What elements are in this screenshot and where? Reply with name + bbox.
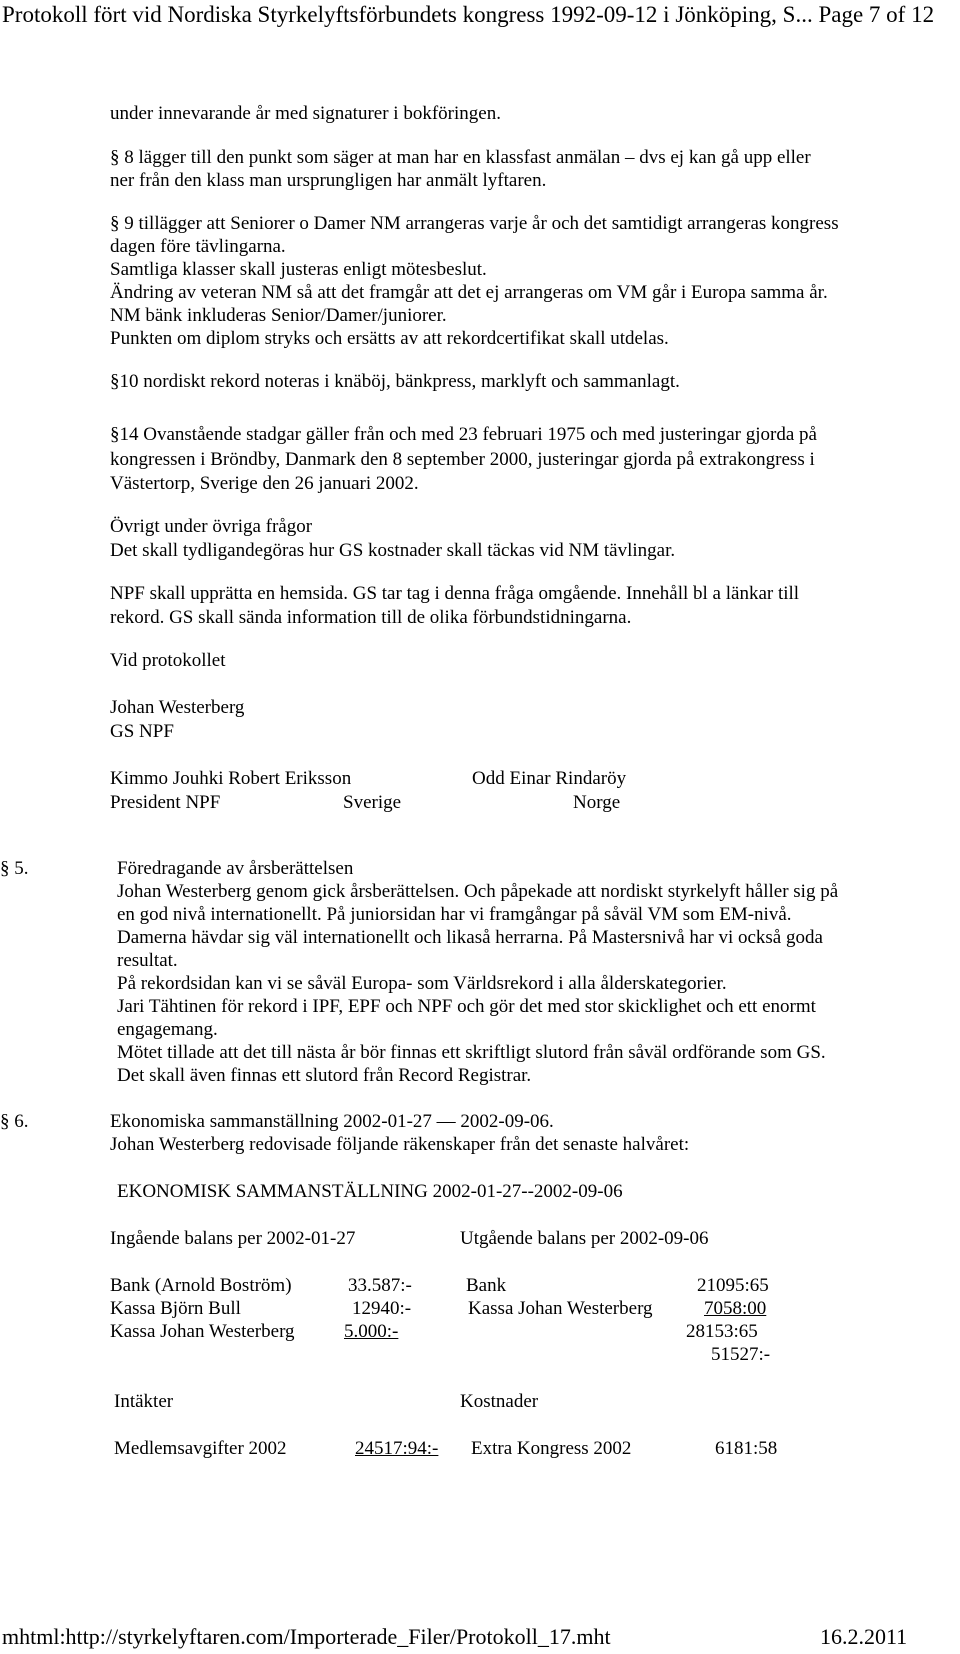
paragraph-line: Jari Tähtinen för rekord i IPF, EPF och NPF och gör det med stor skicklighet och ett enormt bbox=[117, 996, 816, 1017]
ledger-value: 33.587:- bbox=[348, 1275, 412, 1296]
paragraph-line: dagen före tävlingarna. bbox=[110, 236, 286, 257]
paragraph-line: ner från den klass man ursprungligen har anmält lyftaren. bbox=[110, 170, 547, 191]
paragraph-line: § 8 lägger till den punkt som säger at man har en klassfast anmälan – dvs ej kan gå upp eller bbox=[110, 147, 811, 168]
signature-title-mid: Sverige bbox=[343, 792, 402, 813]
paragraph-line: engagemang. bbox=[117, 1019, 218, 1040]
ledger-value: 5.000:- bbox=[344, 1321, 399, 1342]
page-header: Protokoll fört vid Nordiska Styrkelyftsförbundets kongress 1992-09-12 i Jönköping, S... Page 7 of 12 bbox=[2, 2, 935, 27]
income-header: Intäkter bbox=[114, 1391, 174, 1412]
paragraph-line: Johan Westerberg redovisade följande räkenskaper från det senaste halvåret: bbox=[110, 1134, 690, 1155]
summary-title: EKONOMISK SAMMANSTÄLLNING 2002-01-27--2002-09-06 bbox=[117, 1181, 623, 1202]
cost-label: Extra Kongress 2002 bbox=[471, 1438, 632, 1459]
ledger-label: Bank (Arnold Boström) bbox=[110, 1275, 292, 1296]
ledger-label: Kassa Johan Westerberg bbox=[468, 1298, 653, 1319]
paragraph-line: Ändring av veteran NM så att det framgår att det ej arrangeras om VM går i Europa samma år. bbox=[110, 282, 828, 303]
signature-title-left: President NPF bbox=[110, 792, 221, 813]
paragraph-line: Punkten om diplom stryks och ersätts av att rekordcertifikat skall utdelas. bbox=[110, 328, 669, 349]
paragraph-line: kongressen i Bröndby, Danmark den 8 september 2000, justeringar gjorda på extrakongress i bbox=[110, 449, 815, 470]
paragraph-line: Övrigt under övriga frågor bbox=[110, 516, 313, 537]
ledger-value: 21095:65 bbox=[697, 1275, 769, 1296]
paragraph-line: rekord. GS skall sända information till de olika förbundstidningarna. bbox=[110, 607, 632, 628]
secretary-name: Johan Westerberg bbox=[110, 697, 245, 718]
ledger-value: 12940:- bbox=[352, 1298, 412, 1319]
page-footer-date: 16.2.2011 bbox=[820, 1624, 908, 1649]
signature-name-right: Odd Einar Rindaröy bbox=[472, 768, 627, 789]
paragraph-line: NPF skall upprätta en hemsida. GS tar tag i denna fråga omgående. Innehåll bl a länkar till bbox=[110, 583, 800, 604]
paragraph-line: Damerna hävdar sig väl internationellt och likaså herrarna. På Mastersnivå har vi också goda bbox=[117, 927, 823, 948]
paragraph-line: På rekordsidan kan vi se såväl Europa- som Världsrekord i alla ålderskategorier. bbox=[117, 973, 727, 994]
paragraph-line: Mötet tillade att det till nästa år bör finnas ett skriftligt slutord från såväl ordförande som GS. bbox=[117, 1042, 826, 1063]
signature-names: Kimmo Jouhki Robert Eriksson bbox=[110, 768, 352, 789]
paragraph-line: §10 nordiskt rekord noteras i knäböj, bänkpress, marklyft och sammanlagt. bbox=[110, 371, 680, 392]
paragraph-line: resultat. bbox=[117, 950, 178, 971]
paragraph-line: Det skall även finnas ett slutord från Record Registrar. bbox=[117, 1065, 532, 1086]
paragraph-line: under innevarande år med signaturer i bokföringen. bbox=[110, 103, 501, 124]
ledger-label: Kassa Björn Bull bbox=[110, 1298, 241, 1319]
section-heading: Ekonomiska sammanställning 2002-01-27 — 2002-09-06. bbox=[110, 1111, 554, 1132]
income-label: Medlemsavgifter 2002 bbox=[114, 1438, 287, 1459]
ledger-total: 51527:- bbox=[711, 1344, 771, 1365]
paragraph-line: NM bänk inkluderas Senior/Damer/juniorer. bbox=[110, 305, 447, 326]
closing-balance-header: Utgående balans per 2002-09-06 bbox=[460, 1228, 709, 1249]
cost-header: Kostnader bbox=[460, 1391, 539, 1412]
paragraph-line: Västertorp, Sverige den 26 januari 2002. bbox=[110, 473, 419, 494]
paragraph-line: en god nivå internationellt. På juniorsidan har vi framgångar på såväl VM som EM-nivå. bbox=[117, 904, 792, 925]
ledger-value: 7058:00 bbox=[704, 1298, 767, 1319]
paragraph-line: § 9 tillägger att Seniorer o Damer NM arrangeras varje år och det samtidigt arrangeras kongress bbox=[110, 213, 839, 234]
income-value: 24517:94:- bbox=[355, 1438, 439, 1459]
section-marker: § 6. bbox=[0, 1111, 29, 1132]
section-marker: § 5. bbox=[0, 858, 29, 879]
paragraph-line: Johan Westerberg genom gick årsberättelsen. Och påpekade att nordiskt styrkelyft håller sig på bbox=[117, 881, 839, 902]
ledger-label: Bank bbox=[466, 1275, 507, 1296]
closing-line: Vid protokollet bbox=[110, 650, 226, 671]
section-heading: Föredragande av årsberättelsen bbox=[117, 858, 354, 879]
page-footer-url: mhtml:http://styrkelyftaren.com/Importerade_Filer/Protokoll_17.mht bbox=[2, 1624, 611, 1649]
paragraph-line: Samtliga klasser skall justeras enligt mötesbeslut. bbox=[110, 259, 487, 280]
opening-balance-header: Ingående balans per 2002-01-27 bbox=[110, 1228, 356, 1249]
paragraph-line: §14 Ovanstående stadgar gäller från och med 23 februari 1975 och med justeringar gjorda på bbox=[110, 424, 817, 445]
secretary-title: GS NPF bbox=[110, 721, 174, 742]
paragraph-line: Det skall tydligandegöras hur GS kostnader skall täckas vid NM tävlingar. bbox=[110, 540, 676, 561]
ledger-label: Kassa Johan Westerberg bbox=[110, 1321, 295, 1342]
cost-value: 6181:58 bbox=[715, 1438, 778, 1459]
ledger-subtotal: 28153:65 bbox=[686, 1321, 758, 1342]
signature-title-right: Norge bbox=[573, 792, 621, 813]
